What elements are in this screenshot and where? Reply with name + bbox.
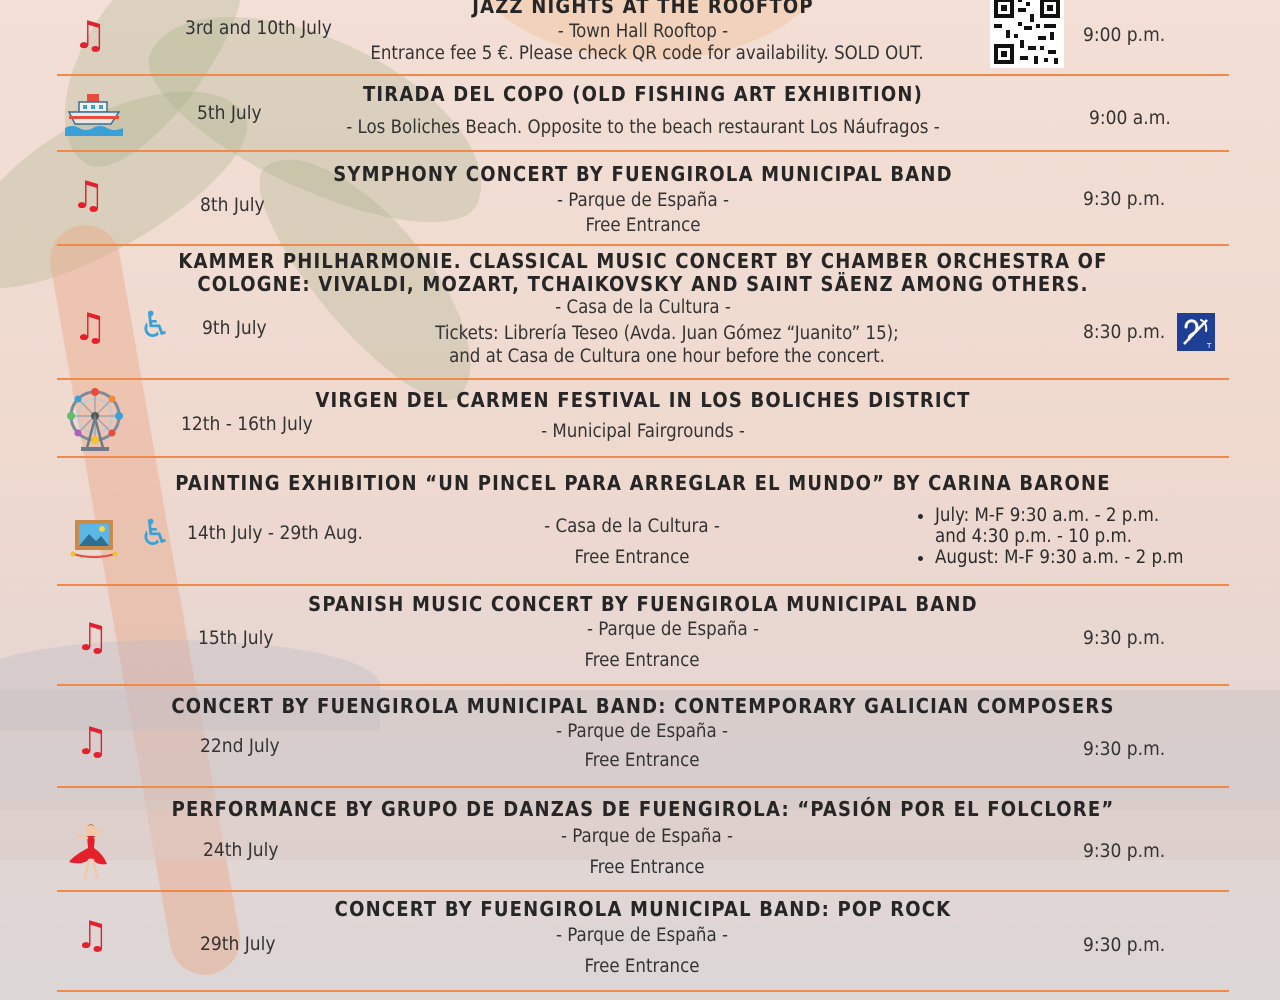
event-date: 12th - 16th July	[181, 413, 313, 435]
event-title: SPANISH MUSIC CONCERT BY FUENGIROLA MUNICIPAL BAND	[308, 592, 978, 616]
divider	[57, 990, 1229, 992]
event-venue: - Parque de España -	[561, 826, 733, 847]
music-note-icon: ♫	[75, 615, 110, 659]
event-info: Free Entrance	[574, 547, 690, 568]
event-venue: - Town Hall Rooftop -	[557, 21, 729, 42]
event-time: 9:30 p.m.	[1083, 934, 1166, 956]
event-row	[57, 686, 1229, 786]
event-row	[57, 788, 1229, 890]
event-title: PERFORMANCE BY GRUPO DE DANZAS DE FUENGIROLA: “PASIÓN POR EL FOLCLORE”	[171, 797, 1115, 821]
flamenco-dancer-icon	[67, 822, 111, 880]
event-row	[57, 892, 1229, 988]
event-row	[57, 458, 1229, 584]
event-title: SYMPHONY CONCERT BY FUENGIROLA MUNICIPAL BAND	[333, 162, 953, 186]
music-note-icon: ♫	[73, 305, 108, 349]
event-date: 24th July	[203, 839, 279, 861]
event-venue: - Los Boliches Beach. Opposite to the beach restaurant Los Náufragos -	[346, 117, 940, 138]
event-time: 9:30 p.m.	[1083, 840, 1166, 862]
event-date: 3rd and 10th July	[185, 17, 332, 39]
event-title: CONCERT BY FUENGIROLA MUNICIPAL BAND: CONTEMPORARY GALICIAN COMPOSERS	[171, 694, 1115, 718]
event-date: 14th July - 29th Aug.	[187, 522, 363, 544]
painting-icon	[69, 516, 119, 562]
event-info: Free Entrance	[589, 857, 705, 878]
event-time: 9:30 p.m.	[1083, 188, 1166, 210]
music-note-icon: ♫	[75, 719, 110, 763]
event-info: Free Entrance	[585, 215, 701, 236]
event-venue: - Casa de la Cultura -	[555, 297, 731, 318]
event-info: Free Entrance	[584, 650, 700, 671]
event-venue: - Municipal Fairgrounds -	[541, 421, 745, 442]
hours-item: • July: M-F 9:30 a.m. - 2 p.m.	[935, 505, 1245, 526]
opening-hours-list	[913, 505, 1245, 568]
event-date: 22nd July	[200, 735, 280, 757]
event-row	[57, 76, 1229, 150]
hearing-loop-icon	[1177, 313, 1215, 351]
event-date: 9th July	[202, 317, 267, 339]
event-info-line2: and at Casa de Cultura one hour before the concert.	[449, 346, 885, 367]
event-time: 9:00 a.m.	[1089, 107, 1171, 129]
event-row	[57, 586, 1229, 684]
hours-item: and 4:30 p.m. - 10 p.m.	[935, 526, 1132, 547]
event-venue: - Parque de España -	[587, 619, 759, 640]
event-title: PAINTING EXHIBITION “UN PINCEL PARA ARREGLAR EL MUNDO” BY CARINA BARONE	[175, 471, 1111, 495]
event-date: 29th July	[200, 933, 276, 955]
event-info: Free Entrance	[584, 750, 700, 771]
hours-item: • August: M-F 9:30 a.m. - 2 p.m	[935, 547, 1245, 568]
event-time: 8:30 p.m.	[1083, 321, 1166, 343]
event-row	[57, 246, 1229, 378]
event-date: 8th July	[200, 194, 265, 216]
event-time: 9:30 p.m.	[1083, 627, 1166, 649]
event-row	[57, 152, 1229, 244]
music-note-icon: ♫	[75, 913, 110, 957]
wheelchair-icon: ♿	[139, 513, 172, 554]
event-venue: - Parque de España -	[557, 190, 729, 211]
event-title-line1: KAMMER PHILHARMONIE. CLASSICAL MUSIC CONCERT BY CHAMBER ORCHESTRA OF	[178, 249, 1108, 273]
event-title: JAZZ NIGHTS AT THE ROOFTOP	[472, 0, 814, 18]
event-title: CONCERT BY FUENGIROLA MUNICIPAL BAND: POP ROCK	[334, 897, 952, 921]
qr-code-icon[interactable]	[990, 0, 1064, 68]
wheelchair-icon: ♿	[139, 305, 172, 346]
music-note-icon: ♫	[71, 173, 106, 217]
event-title: VIRGEN DEL CARMEN FESTIVAL IN LOS BOLICHES DISTRICT	[315, 388, 971, 412]
event-row	[57, 0, 1229, 74]
event-venue: - Parque de España -	[556, 925, 728, 946]
event-row	[57, 380, 1229, 456]
event-info-line1: Tickets: Librería Teseo (Avda. Juan Gómez “Juanito” 15);	[435, 323, 899, 344]
event-info: Free Entrance	[584, 956, 700, 977]
svg-text:T: T	[1207, 342, 1212, 350]
event-time: 9:00 p.m.	[1083, 24, 1166, 46]
event-date: 5th July	[197, 102, 262, 124]
music-note-icon: ♫	[73, 13, 108, 57]
ferris-wheel-icon	[67, 388, 123, 452]
event-title: TIRADA DEL COPO (OLD FISHING ART EXHIBITION)	[362, 82, 924, 106]
event-venue: - Parque de España -	[556, 721, 728, 742]
event-title-line2: COLOGNE: VIVALDI, MOZART, TCHAIKOVSKY AND SAINT SÄENZ AMONG OTHERS.	[197, 272, 1089, 296]
event-info: Entrance fee 5 €. Please check QR code for availability. SOLD OUT.	[370, 43, 924, 64]
event-time: 9:30 p.m.	[1083, 738, 1166, 760]
event-date: 15th July	[198, 627, 274, 649]
event-venue: - Casa de la Cultura -	[544, 516, 720, 537]
